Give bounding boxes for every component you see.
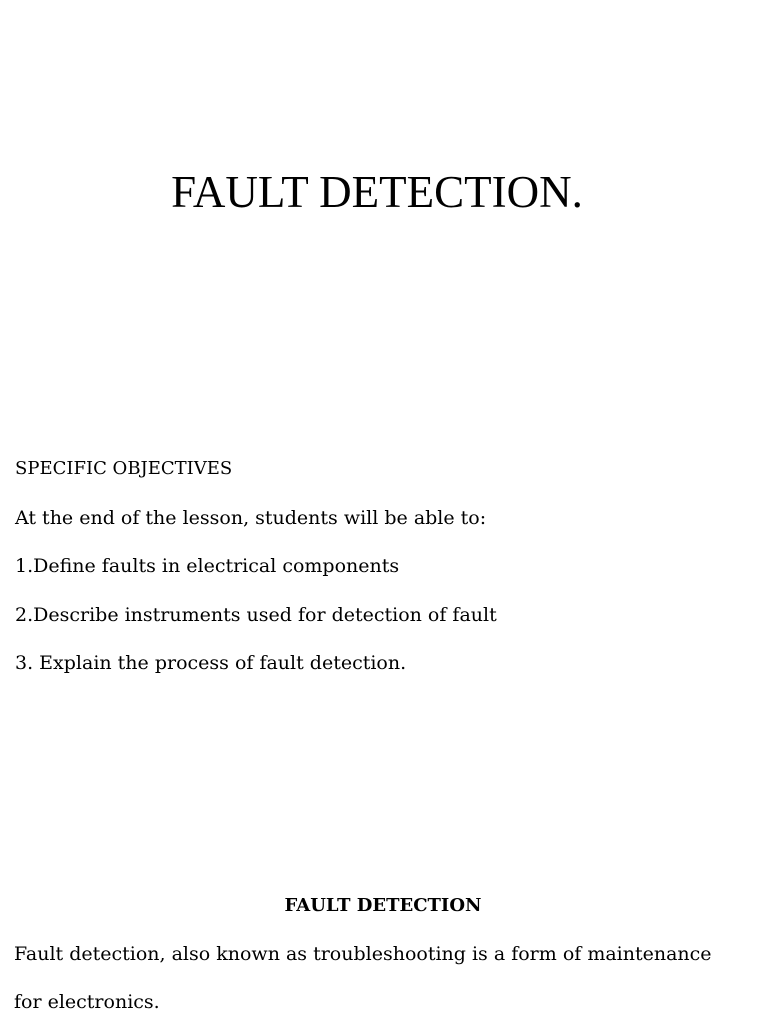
paragraph-line: Fault detection, also known as troubleshooting is a form of maintenance — [14, 943, 712, 965]
paragraph-line: for electronics. — [14, 991, 160, 1013]
objectives-heading: SPECIFIC OBJECTIVES — [15, 458, 233, 479]
objective-item: 3. Explain the process of fault detection. — [15, 652, 407, 674]
section-heading: FAULT DETECTION — [284, 895, 482, 916]
objective-item: 1.Define faults in electrical components — [15, 555, 400, 577]
objective-item: 2.Describe instruments used for detection of fault — [15, 604, 497, 626]
document-title: FAULT DETECTION. — [171, 167, 583, 217]
objectives-intro: At the end of the lesson, students will be able to: — [15, 507, 487, 529]
